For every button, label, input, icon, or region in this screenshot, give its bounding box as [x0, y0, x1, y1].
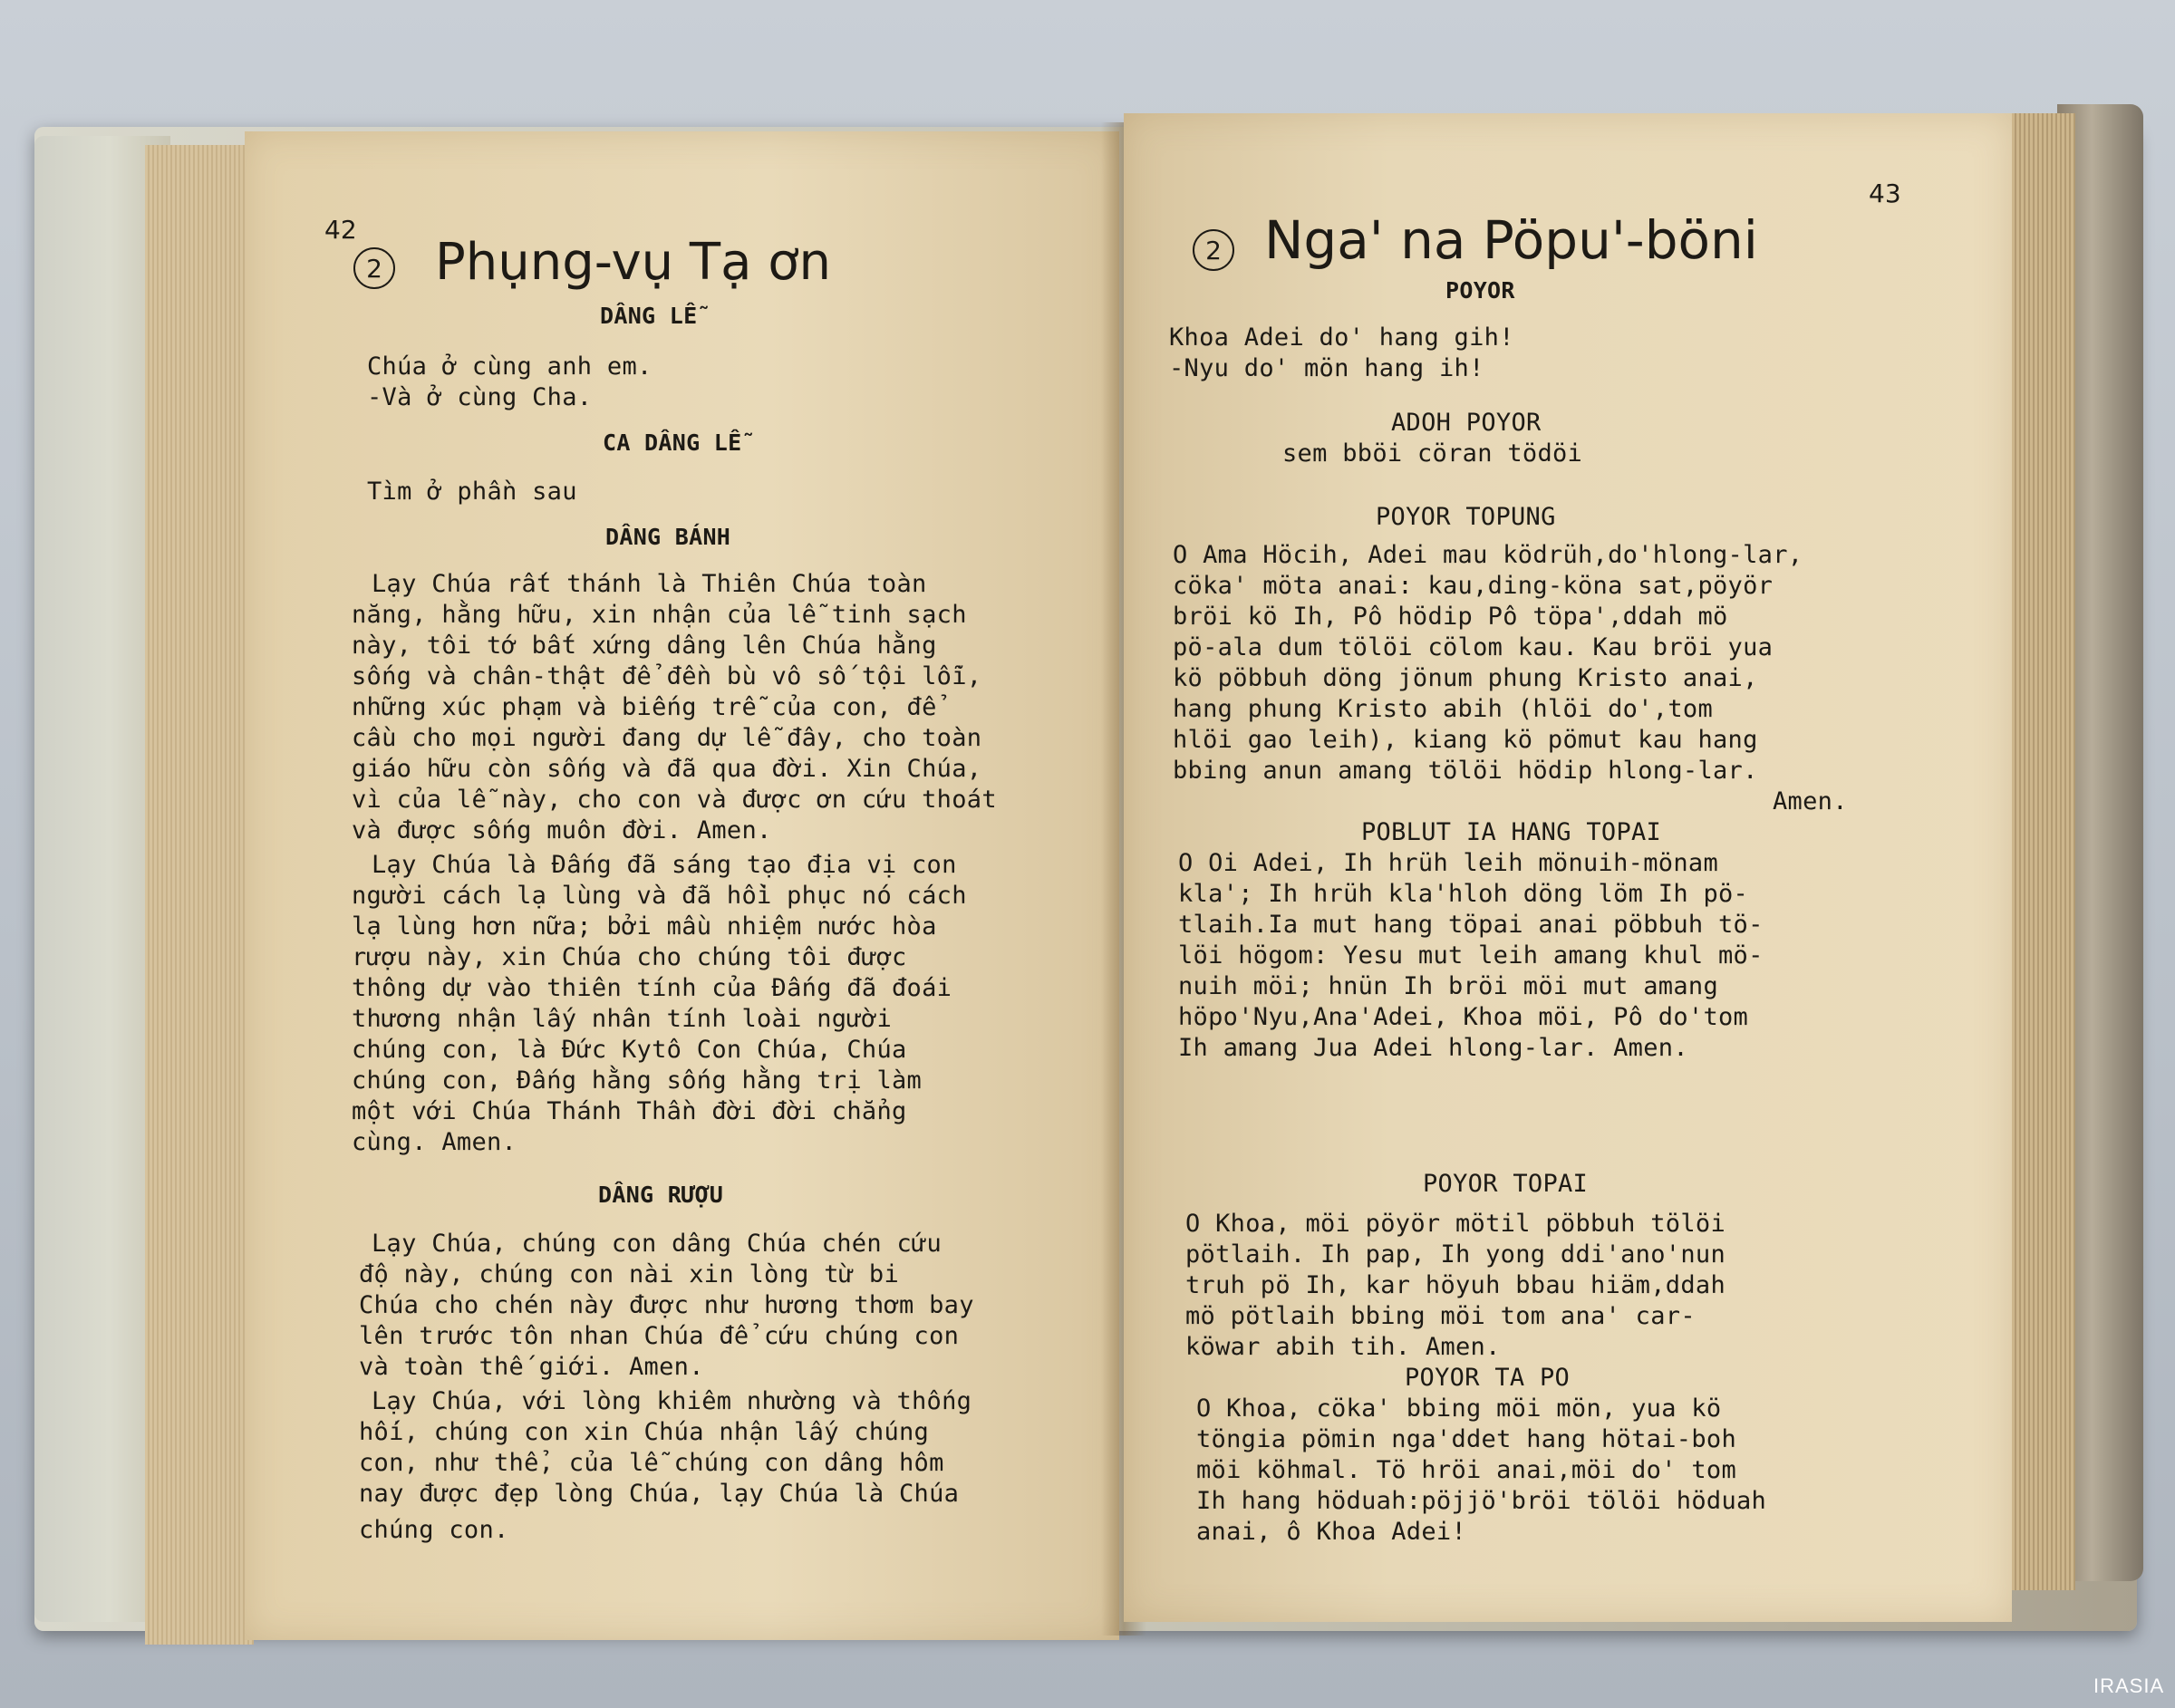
- text-line: nay được đẹp lòng Chúa, lạy Chúa là Chúa: [359, 1480, 960, 1508]
- text-line: -Và ở cùng Cha.: [367, 383, 593, 411]
- text-line: hối, chúng con xin Chúa nhận lấy chúng: [359, 1418, 930, 1446]
- text-line: Tìm ở phần sau: [367, 478, 577, 506]
- text-line: mö pötlaih bbing möi tom ana' car-: [1185, 1302, 1696, 1330]
- text-line: cầu cho mọi người đang dự lễ đây, cho toàn: [352, 724, 982, 752]
- text-line: những xúc phạm và biếng trễ của con, để: [352, 693, 937, 721]
- text-line: thông dự vào thiên tính của Đấng đã đoái: [352, 974, 952, 1002]
- text-line: Lạy Chúa rất thánh là Thiên Chúa toàn: [372, 570, 927, 598]
- text-line: truh pö Ih, kar höyuh bbau hiäm,ddah: [1185, 1271, 1726, 1299]
- section-heading: POYOR TOPAI: [1423, 1170, 1589, 1198]
- text-line: Lạy Chúa, với lòng khiêm nhường và thống: [372, 1387, 972, 1415]
- text-line: rượu này, xin Chúa cho chúng tôi được: [352, 943, 907, 971]
- text-line: O Ama Höcih, Adei mau ködrüh,do'hlong-lar,: [1173, 541, 1803, 569]
- right-page: [1124, 113, 2012, 1622]
- text-line: lạ lùng hơn nữa; bởi mầu nhiệm nước hòa: [352, 912, 937, 941]
- section-heading: POBLUT IA HANG TOPAI: [1361, 818, 1662, 846]
- text-line: Khoa Adei do' hang gih!: [1169, 323, 1514, 352]
- text-line: tlaih.Ia mut hang töpai anai pöbbuh tö-: [1178, 911, 1764, 939]
- section-subheading: sem bböi cöran tödöi: [1282, 439, 1583, 468]
- section-heading: CA DÂNG LỄ: [603, 429, 742, 456]
- section-heading: POYOR TOPUNG: [1376, 503, 1556, 531]
- text-line: Lạy Chúa, chúng con dâng Chúa chén cứu: [372, 1230, 942, 1258]
- text-line: một với Chúa Thánh Thần đời đời chẳng: [352, 1097, 907, 1125]
- text-line: Amen.: [1773, 787, 1848, 815]
- text-line: töngia pömin nga'ddet hang hötai-boh: [1196, 1425, 1736, 1453]
- text-line: höpo'Nyu,Ana'Adei, Khoa möi, Pô do'tom: [1178, 1003, 1749, 1031]
- text-line: bbing anun amang tölöi hödip hlong-lar.: [1173, 757, 1758, 785]
- page-number: 42: [324, 215, 357, 245]
- text-line: con, như thể, của lễ chúng con dâng hôm: [359, 1449, 944, 1477]
- text-line: nuih möi; hnün Ih bröi möi mut amang: [1178, 972, 1718, 1000]
- text-line: kö pöbbuh döng jönum phung Kristo anai,: [1173, 664, 1758, 692]
- text-line: và toàn thế giới. Amen.: [359, 1353, 704, 1381]
- handwritten-title: Phụng-vụ Tạ ơn: [435, 233, 832, 292]
- section-heading: DÂNG RƯỢU: [598, 1182, 724, 1208]
- page-stack-left: [145, 145, 254, 1645]
- heading-number-circle: 2: [353, 247, 395, 289]
- text-line: Ih hang höduah:pöjjö'bröi tölöi höduah: [1196, 1487, 1767, 1515]
- text-line: cöka' möta anai: kau,ding-köna sat,pöyör: [1173, 572, 1774, 600]
- left-page: [245, 131, 1119, 1640]
- text-line: thương nhận lấy nhân tính loài người: [352, 1005, 892, 1033]
- text-line: năng, hằng hữu, xin nhận của lễ tinh sạch: [352, 601, 967, 629]
- watermark-label: IRASIA: [2093, 1674, 2165, 1697]
- text-line: chúng con, là Đức Kytô Con Chúa, Chúa: [352, 1036, 907, 1064]
- text-line: Ih amang Jua Adei hlong-lar. Amen.: [1178, 1034, 1688, 1062]
- text-line: O Oi Adei, Ih hrüh leih mönuih-mönam: [1178, 849, 1718, 877]
- text-line: O Khoa, cöka' bbing möi mön, yua kö: [1196, 1394, 1722, 1423]
- heading-number-circle: 2: [1193, 229, 1234, 271]
- text-line: chúng con.: [359, 1516, 509, 1544]
- text-line: Chúa ở cùng anh em.: [367, 352, 652, 381]
- text-line: giáo hữu còn sống và đã qua đời. Xin Chúa,: [352, 755, 982, 783]
- text-line: cùng. Amen.: [352, 1128, 517, 1156]
- text-line: anai, ô Khoa Adei!: [1196, 1518, 1466, 1546]
- section-heading: DÂNG LỄ: [600, 303, 698, 329]
- text-line: O Khoa, möi pöyör mötil pöbbuh tölöi: [1185, 1210, 1726, 1238]
- text-line: Lạy Chúa là Đấng đã sáng tạo địa vị con: [372, 851, 957, 879]
- text-line: này, tôi tớ bất xứng dâng lên Chúa hằng: [352, 632, 937, 660]
- text-line: pötlaih. Ih pap, Ih yong ddi'ano'nun: [1185, 1240, 1726, 1269]
- text-line: người cách lạ lùng và đã hồi phục nó cách: [352, 882, 967, 910]
- text-line: và được sống muôn đời. Amen.: [352, 816, 772, 844]
- section-heading: POYOR: [1445, 277, 1515, 304]
- text-line: -Nyu do' mön hang ih!: [1169, 354, 1484, 382]
- handwritten-title: Nga' na Pöpu'-böni: [1264, 209, 1758, 271]
- text-line: lên trước tôn nhan Chúa để cứu chúng con: [359, 1322, 960, 1350]
- text-line: vì của lễ này, cho con và được ơn cứu thoát: [352, 786, 997, 814]
- text-line: sống và chân-thật để đền bù vô số tội lỗi,: [352, 662, 982, 690]
- text-line: bröi kö Ih, Pô hödip Pô töpa',ddah mö: [1173, 603, 1728, 631]
- text-line: độ này, chúng con nài xin lòng từ bi: [359, 1260, 899, 1288]
- text-line: köwar abih tih. Amen.: [1185, 1333, 1501, 1361]
- text-line: löi högom: Yesu mut leih amang khul mö-: [1178, 941, 1764, 970]
- text-line: hlöi gao leih), kiang kö pömut kau hang: [1173, 726, 1758, 754]
- text-line: Chúa cho chén này được như hương thơm bay: [359, 1291, 974, 1319]
- section-heading: POYOR TA PO: [1405, 1364, 1571, 1392]
- text-line: kla'; Ih hrüh kla'hloh döng löm Ih pö-: [1178, 880, 1749, 908]
- text-line: hang phung Kristo abih (hlöi do',tom: [1173, 695, 1713, 723]
- page-number: 43: [1869, 179, 1901, 208]
- text-line: chúng con, Đấng hằng sống hằng trị làm: [352, 1066, 923, 1095]
- section-heading: DÂNG BÁNH: [605, 524, 731, 550]
- text-line: pö-ala dum tölöi cölom kau. Kau bröi yua: [1173, 633, 1774, 661]
- text-line: möi köhmal. Tö hröi anai,möi do' tom: [1196, 1456, 1736, 1484]
- section-heading: ADOH POYOR: [1391, 409, 1542, 437]
